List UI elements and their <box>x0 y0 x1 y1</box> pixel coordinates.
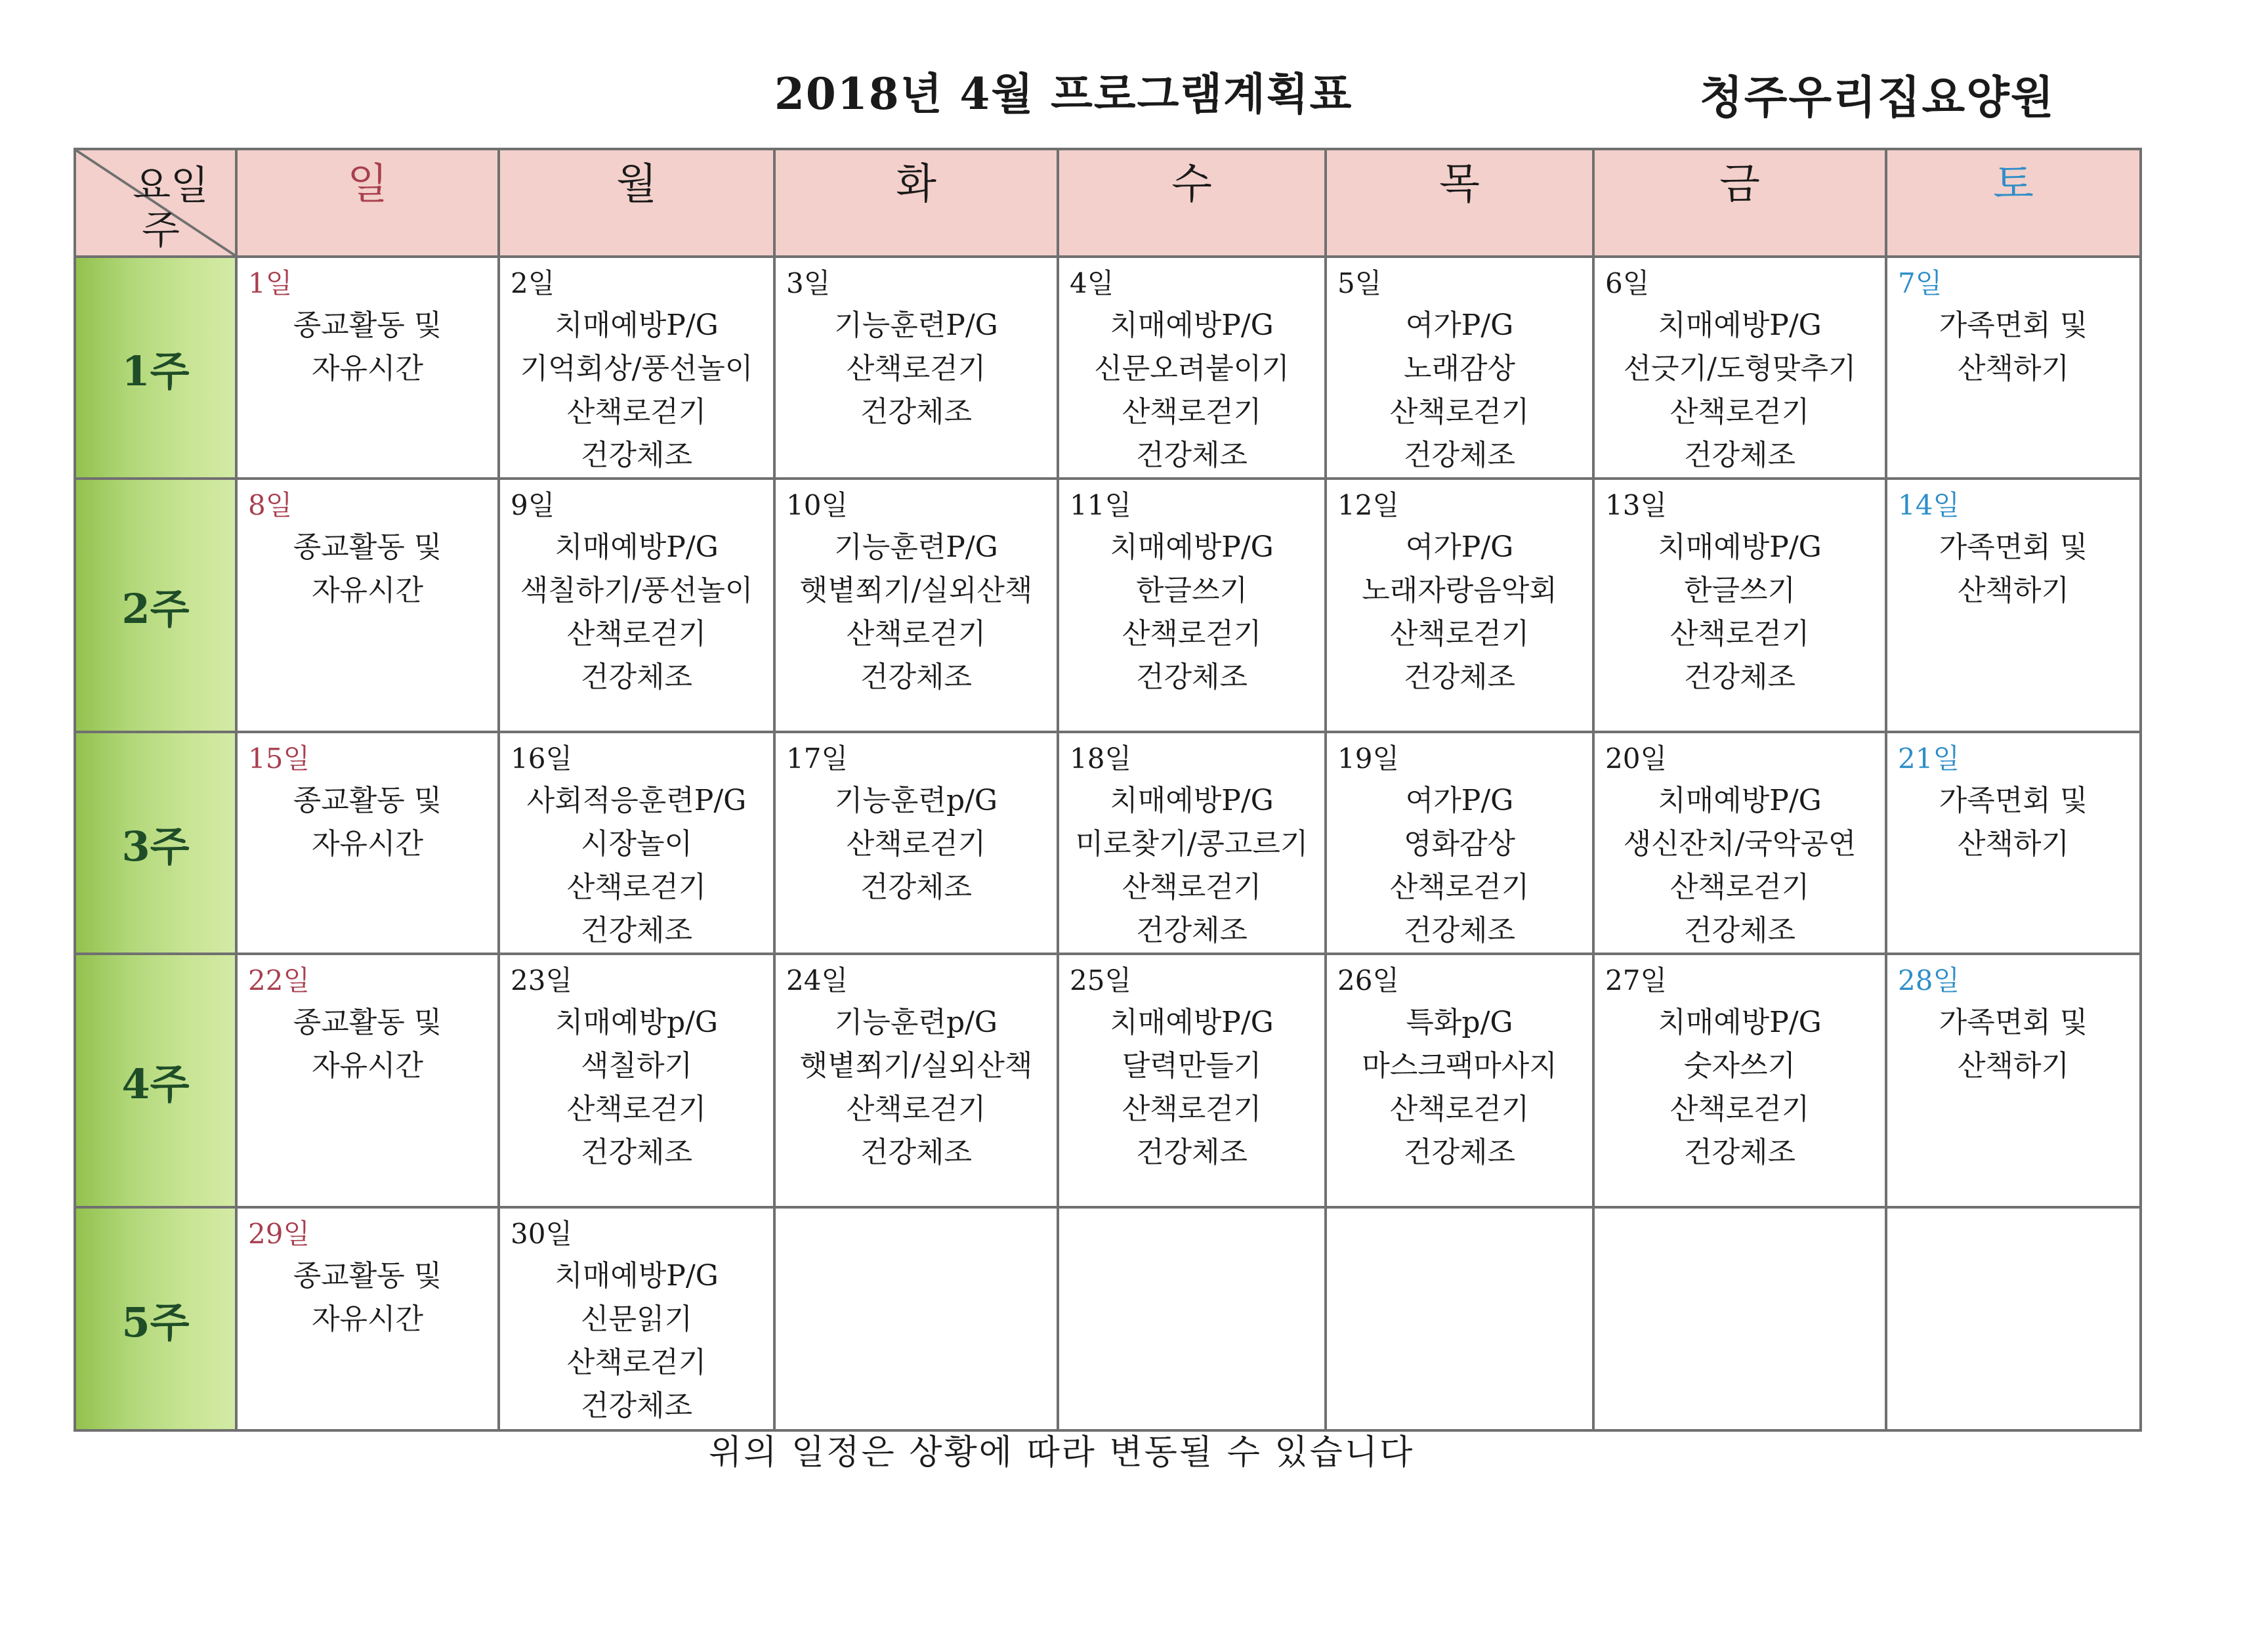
day-cell <box>1326 479 1593 732</box>
day-cell <box>499 479 774 732</box>
activity-line: 치매예방P/G <box>1110 1006 1274 1039</box>
day-number: 13일 <box>1605 489 1668 521</box>
activity-line: 산책하기 <box>1957 574 2069 607</box>
activity-line: 종교활동 및 <box>293 1006 442 1039</box>
activity-line: 미로찾기/콩고르기 <box>1075 827 1309 861</box>
day-number: 7일 <box>1898 267 1942 299</box>
day-number: 22일 <box>248 964 310 996</box>
activity-line: 노래감상 <box>1403 352 1515 385</box>
day-cell <box>1326 954 1593 1207</box>
week-row <box>75 1207 2141 1430</box>
week-label: 5주 <box>75 1207 236 1430</box>
weekday-header-row <box>75 149 2141 257</box>
day-cell <box>774 1207 1058 1430</box>
activity-line: 건강체조 <box>860 1136 972 1169</box>
day-cell <box>1058 257 1326 479</box>
day-cell <box>499 954 774 1207</box>
activity-line: 산책로걷기 <box>1670 617 1810 651</box>
activity-line: 건강체조 <box>1683 1136 1796 1169</box>
day-cell <box>1593 954 1886 1207</box>
activity-line: 기능훈련P/G <box>834 530 998 564</box>
activity-line: 건강체조 <box>580 914 692 947</box>
day-number: 1일 <box>248 267 293 299</box>
activity-line: 치매예방P/G <box>1658 1006 1822 1039</box>
activity-line: 건강체조 <box>1135 1136 1248 1169</box>
activity-line: 건강체조 <box>1403 1136 1515 1169</box>
activity-line: 산책로걷기 <box>1122 617 1262 651</box>
activity-line: 치매예방P/G <box>1110 784 1274 817</box>
day-number: 20일 <box>1605 742 1668 775</box>
activity-line: 숫자쓰기 <box>1683 1049 1796 1082</box>
activity-line: 치매예방P/G <box>555 1259 719 1293</box>
day-number: 2일 <box>511 267 555 299</box>
activity-line: 건강체조 <box>860 395 972 429</box>
activity-line: 여가P/G <box>1405 530 1514 564</box>
activity-line: 치매예방P/G <box>1658 309 1822 342</box>
activity-line: 영화감상 <box>1403 827 1515 861</box>
day-number: 15일 <box>248 742 310 775</box>
day-number: 12일 <box>1337 489 1400 521</box>
weekday-header-sat: 토 <box>1886 149 2141 257</box>
activity-line: 건강체조 <box>1135 660 1248 694</box>
activity-line: 산책하기 <box>1957 352 2069 385</box>
day-cell <box>499 1207 774 1430</box>
day-cell <box>1058 1207 1326 1430</box>
day-cell <box>774 479 1058 732</box>
activity-line: 종교활동 및 <box>293 1259 442 1293</box>
day-cell <box>236 732 499 954</box>
corner-cell <box>75 149 236 257</box>
activity-line: 자유시간 <box>311 827 423 861</box>
weekday-header-tue: 화 <box>774 149 1058 257</box>
activity-line: 산책로걷기 <box>566 395 707 429</box>
organization-name: 청주우리집요양원 <box>1700 72 2055 124</box>
day-number: 27일 <box>1605 964 1668 996</box>
day-cell <box>774 257 1058 479</box>
activity-line: 산책로걷기 <box>1389 617 1530 651</box>
day-cell <box>1593 1207 1886 1430</box>
activity-line: 산책로걷기 <box>1389 870 1530 904</box>
activity-line: 건강체조 <box>860 660 972 694</box>
activity-line: 건강체조 <box>1683 914 1796 947</box>
week-label: 4주 <box>75 954 236 1207</box>
day-cell <box>1886 1207 2141 1430</box>
activity-line: 산책하기 <box>1957 1049 2069 1082</box>
activity-line: 건강체조 <box>1683 439 1796 472</box>
program-calendar <box>74 148 2142 1432</box>
weekday-header-sun: 일 <box>236 149 499 257</box>
day-cell <box>236 479 499 732</box>
day-cell <box>1058 954 1326 1207</box>
day-cell <box>236 954 499 1207</box>
activity-line: 산책로걷기 <box>846 617 986 651</box>
day-number: 9일 <box>511 489 555 521</box>
activity-line: 기능훈련p/G <box>834 784 998 817</box>
activity-line: 산책로걷기 <box>1670 870 1810 904</box>
week-label: 2주 <box>75 479 236 732</box>
activity-line: 자유시간 <box>311 1302 423 1336</box>
day-number: 14일 <box>1898 489 1960 521</box>
activity-line: 종교활동 및 <box>293 784 442 817</box>
activity-line: 건강체조 <box>580 1136 692 1169</box>
activity-line: 신문오려붙이기 <box>1094 352 1290 385</box>
activity-line: 햇볕쬐기/실외산책 <box>799 1049 1033 1082</box>
day-cell <box>1326 257 1593 479</box>
day-number: 17일 <box>786 742 849 775</box>
day-number: 29일 <box>248 1218 310 1250</box>
day-cell <box>236 257 499 479</box>
day-number: 28일 <box>1898 964 1960 996</box>
activity-line: 자유시간 <box>311 574 423 607</box>
activity-line: 치매예방P/G <box>1658 784 1822 817</box>
activity-line: 치매예방P/G <box>1658 530 1822 564</box>
activity-line: 건강체조 <box>1683 660 1796 694</box>
activity-line: 자유시간 <box>311 1049 423 1082</box>
activity-line: 달력만들기 <box>1122 1049 1262 1082</box>
activity-line: 자유시간 <box>311 352 423 385</box>
activity-line: 산책로걷기 <box>566 617 707 651</box>
activity-line: 건강체조 <box>1135 914 1248 947</box>
activity-line: 햇볕쬐기/실외산책 <box>799 574 1033 607</box>
activity-line: 치매예방P/G <box>1110 309 1274 342</box>
week-row <box>75 257 2141 479</box>
day-cell <box>1593 732 1886 954</box>
weekday-header-thu: 목 <box>1326 149 1593 257</box>
activity-line: 가족면회 및 <box>1939 309 2088 342</box>
week-label: 1주 <box>75 257 236 479</box>
activity-line: 산책로걷기 <box>1122 395 1262 429</box>
day-number: 25일 <box>1070 964 1132 996</box>
activity-line: 한글쓰기 <box>1683 574 1796 607</box>
activity-line: 신문읽기 <box>580 1302 692 1336</box>
activity-line: 치매예방P/G <box>1110 530 1274 564</box>
activity-line: 한글쓰기 <box>1135 574 1248 607</box>
activity-line: 산책로걷기 <box>566 1092 707 1126</box>
activity-line: 산책로걷기 <box>1670 1092 1810 1126</box>
activity-line: 색칠하기/풍선놀이 <box>520 574 753 607</box>
day-cell <box>499 732 774 954</box>
activity-line: 산책로걷기 <box>566 870 707 904</box>
activity-line: 산책로걷기 <box>566 1346 707 1379</box>
activity-line: 산책로걷기 <box>1389 395 1530 429</box>
day-number: 3일 <box>786 267 831 299</box>
activity-line: 색칠하기 <box>580 1049 692 1082</box>
day-cell <box>1593 479 1886 732</box>
activity-line: 노래자랑음악회 <box>1362 574 1557 607</box>
week-row <box>75 954 2141 1207</box>
activity-line: 건강체조 <box>1403 660 1515 694</box>
day-number: 10일 <box>786 489 849 521</box>
activity-line: 가족면회 및 <box>1939 1006 2088 1039</box>
activity-line: 치매예방P/G <box>555 530 719 564</box>
activity-line: 선긋기/도형맞추기 <box>1623 352 1857 385</box>
day-number: 26일 <box>1337 964 1400 996</box>
day-number: 24일 <box>786 964 849 996</box>
week-row <box>75 479 2141 732</box>
activity-line: 여가P/G <box>1405 309 1514 342</box>
activity-line: 종교활동 및 <box>293 309 442 342</box>
day-cell <box>1058 479 1326 732</box>
footer-note: 위의 일정은 상황에 따라 변동될 수 있습니다 <box>709 1433 1415 1472</box>
week-row <box>75 732 2141 954</box>
day-cell <box>1326 1207 1593 1430</box>
activity-line: 산책로걷기 <box>1122 1092 1262 1126</box>
activity-line: 건강체조 <box>580 439 692 472</box>
day-cell <box>1886 954 2141 1207</box>
day-number: 16일 <box>511 742 573 775</box>
week-label: 3주 <box>75 732 236 954</box>
day-number: 5일 <box>1337 267 1382 299</box>
day-number: 21일 <box>1898 742 1960 775</box>
day-number: 11일 <box>1070 489 1132 521</box>
activity-line: 특화p/G <box>1406 1006 1513 1039</box>
day-cell <box>1886 732 2141 954</box>
day-cell <box>236 1207 499 1430</box>
activity-line: 치매예방p/G <box>555 1006 719 1039</box>
activity-line: 종교활동 및 <box>293 530 442 564</box>
weekday-header-wed: 수 <box>1058 149 1326 257</box>
activity-line: 기억회상/풍선놀이 <box>520 352 753 385</box>
corner-week-label: 주 <box>142 207 180 253</box>
activity-line: 시장놀이 <box>580 827 692 861</box>
activity-line: 건강체조 <box>1403 439 1515 472</box>
day-cell <box>1886 479 2141 732</box>
activity-line: 기능훈련p/G <box>834 1006 998 1039</box>
activity-line: 산책로걷기 <box>1389 1092 1530 1126</box>
activity-line: 건강체조 <box>580 660 692 694</box>
day-number: 18일 <box>1070 742 1132 775</box>
activity-line: 가족면회 및 <box>1939 530 2088 564</box>
activity-line: 건강체조 <box>1135 439 1248 472</box>
activity-line: 산책로걷기 <box>846 352 986 385</box>
day-number: 19일 <box>1337 742 1400 775</box>
day-cell <box>1058 732 1326 954</box>
day-cell <box>774 732 1058 954</box>
day-number: 30일 <box>511 1218 573 1250</box>
activity-line: 사회적응훈련P/G <box>526 784 747 817</box>
day-number: 8일 <box>248 489 293 521</box>
day-cell <box>1886 257 2141 479</box>
activity-line: 산책로걷기 <box>1670 395 1810 429</box>
day-cell <box>499 257 774 479</box>
activity-line: 산책로걷기 <box>846 827 986 861</box>
activity-line: 치매예방P/G <box>555 309 719 342</box>
day-cell <box>774 954 1058 1207</box>
day-number: 23일 <box>511 964 573 996</box>
activity-line: 여가P/G <box>1405 784 1514 817</box>
day-number: 6일 <box>1605 267 1650 299</box>
page-title: 2018년 4월 프로그램계획표 <box>774 68 1353 119</box>
activity-line: 산책로걷기 <box>846 1092 986 1126</box>
activity-line: 건강체조 <box>860 870 972 904</box>
activity-line: 마스크팩마사지 <box>1362 1049 1557 1082</box>
activity-line: 기능훈련P/G <box>834 309 998 342</box>
activity-line: 건강체조 <box>580 1389 692 1423</box>
weekday-header-fri: 금 <box>1593 149 1886 257</box>
activity-line: 생신잔치/국악공연 <box>1623 827 1857 861</box>
day-number: 4일 <box>1070 267 1114 299</box>
corner-day-label: 요일 <box>133 163 209 209</box>
activity-line: 건강체조 <box>1403 914 1515 947</box>
activity-line: 산책하기 <box>1957 827 2069 861</box>
activity-line: 산책로걷기 <box>1122 870 1262 904</box>
day-cell <box>1593 257 1886 479</box>
activity-line: 가족면회 및 <box>1939 784 2088 817</box>
weekday-header-mon: 월 <box>499 149 774 257</box>
day-cell <box>1326 732 1593 954</box>
